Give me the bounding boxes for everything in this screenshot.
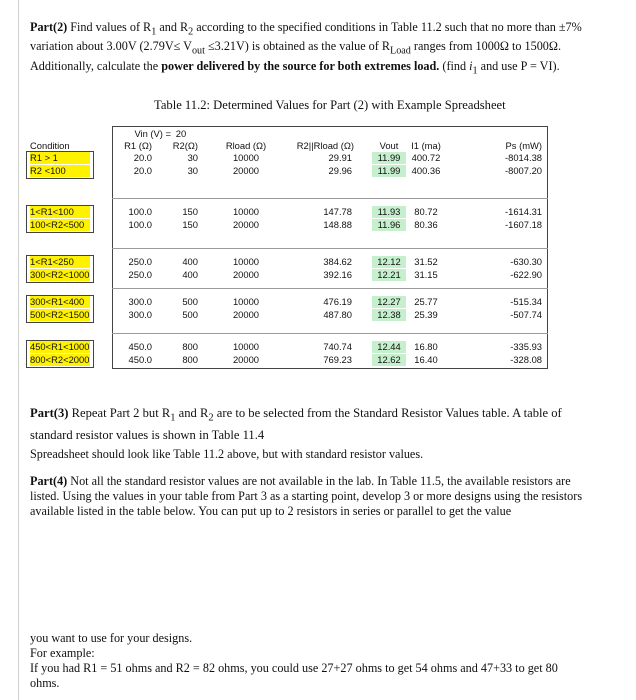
header-cell: Rload (Ω) [225, 140, 267, 151]
i1-cell: 25.77 [414, 296, 438, 307]
table-title: Table 11.2: Determined Values for Part (2) with Example Spreadsheet [154, 98, 506, 112]
header-cell: Vout [379, 140, 399, 151]
header-cell: R2||Rload (Ω) [296, 140, 354, 151]
condition-cell: R2 <100 [30, 165, 90, 177]
condition-cell: 450<R1<1000 [30, 341, 90, 352]
vout-cell: 11.99 [372, 165, 406, 177]
ps-cell: -328.08 [510, 354, 542, 365]
continuation-paragraph [30, 631, 590, 691]
par-cell: 487.80 [323, 309, 352, 320]
i1-cell: 80.72 [414, 206, 438, 217]
ps-cell: -630.30 [510, 256, 542, 267]
r1-cell: 100.0 [128, 206, 152, 217]
i1-cell: 16.40 [414, 354, 438, 365]
part2-paragraph: Part(2) Find values of $R_1$ and $R_2$ according to the specified conditions in Table 11.2 such that no more than ±7% variation about 3.00V $(2.79V\le V_{out} \le 3.21V)$ is obtained as the value of $R_{Load}$ ranges from 1000Ω to 1500Ω. Additionally, calculate the power delivered by the source for both extremes load. (find $i_1$ and use P = VI). [30, 20, 582, 77]
header-cell: Ps (mW) [505, 140, 542, 151]
condition-cell: 500<R2<1500 [30, 309, 90, 320]
rload-cell: 20000 [232, 354, 260, 365]
r2-cell: 150 [182, 206, 198, 217]
condition-cell: 300<R2<1000 [30, 269, 90, 280]
r1-cell: 250.0 [128, 256, 152, 267]
r2-cell: 150 [182, 219, 198, 230]
par-cell: 148.88 [323, 219, 352, 230]
condition-cell: 100<R2<500 [30, 219, 90, 231]
i1-cell: 400.36 [411, 165, 441, 176]
vout-cell: 12.27 [372, 296, 406, 308]
group-divider [112, 333, 548, 334]
r1-cell: 450.0 [128, 354, 152, 365]
rload-cell: 10000 [232, 152, 260, 163]
i1-cell: 16.80 [414, 341, 438, 352]
group-divider [112, 198, 548, 199]
i1-cell: 31.15 [414, 269, 438, 280]
r2-cell: 800 [182, 341, 198, 352]
vout-cell: 12.38 [372, 309, 406, 321]
par-cell: 384.62 [323, 256, 352, 267]
spreadsheet-note: Spreadsheet should look like Table 11.2 above, but with standard resistor values. [30, 447, 424, 461]
par-cell: 476.19 [323, 296, 352, 307]
r1-cell: 250.0 [128, 269, 152, 280]
par-cell: 769.23 [323, 354, 352, 365]
vout-cell: 12.21 [372, 269, 406, 281]
spreadsheet-table [26, 126, 548, 376]
par-cell: 29.96 [328, 165, 352, 176]
ps-cell: -1607.18 [504, 219, 542, 230]
r1-cell: 20.0 [133, 152, 152, 163]
rload-cell: 10000 [232, 296, 260, 307]
r2-cell: 400 [182, 269, 198, 280]
r2-cell: 500 [182, 309, 198, 320]
ps-cell: -515.34 [510, 296, 542, 307]
r1-cell: 450.0 [128, 341, 152, 352]
group-divider [112, 288, 548, 289]
i1-cell: 25.39 [414, 309, 438, 320]
vout-cell: 12.44 [372, 341, 406, 353]
rload-cell: 20000 [232, 165, 260, 176]
group-divider [112, 248, 548, 249]
r1-cell: 100.0 [128, 219, 152, 230]
rload-cell: 10000 [232, 256, 260, 267]
condition-cell: R1 > 1 [30, 152, 90, 164]
par-cell: 392.16 [323, 269, 352, 280]
vout-cell: 11.93 [372, 206, 406, 218]
vout-cell: 11.96 [372, 219, 406, 231]
r2-cell: 30 [187, 165, 198, 176]
ps-cell: -8007.20 [504, 165, 542, 176]
condition-cell: 800<R2<2000 [30, 354, 90, 365]
part2-label: Part(2) [30, 20, 68, 34]
rload-cell: 10000 [232, 341, 260, 352]
rload-cell: 10000 [232, 206, 260, 217]
i1-cell: 31.52 [414, 256, 438, 267]
part4-paragraph: Part(4) Not all the standard resistor values are not available in the lab. In Table 11.5, the available resistors are listed. Using the values in your table from Part 3 as a starting point, develop 3 or more designs using the resistors available listed in the table below. You can put up to 2 resistors in series or parallel to get the value [30, 474, 583, 518]
left-page-edge [18, 0, 19, 700]
condition-cell: 300<R1<400 [30, 296, 90, 308]
continuation-line-1: you want to use for your designs. [30, 631, 193, 645]
i1-cell: 80.36 [414, 219, 438, 230]
i1-cell: 400.72 [411, 152, 441, 163]
rload-cell: 20000 [232, 219, 260, 230]
vout-cell: 12.12 [372, 256, 406, 268]
r2-cell: 30 [187, 152, 198, 163]
par-cell: 29.91 [328, 152, 352, 163]
r1-cell: 300.0 [128, 309, 152, 320]
ps-cell: -622.90 [510, 269, 542, 280]
part4-label: Part(4) [30, 474, 68, 488]
r2-cell: 800 [182, 354, 198, 365]
vin-value: 20 [175, 128, 187, 139]
ps-cell: -1614.31 [504, 206, 542, 217]
vout-cell: 11.99 [372, 152, 406, 164]
r2-cell: 400 [182, 256, 198, 267]
par-cell: 147.78 [323, 206, 352, 217]
vin-label: Vin (V) = [134, 128, 171, 139]
r1-cell: 20.0 [133, 165, 152, 176]
header-cell: R1 (Ω) [124, 140, 152, 151]
part3-paragraph: Part(3) Repeat Part 2 but $R_1$ and $R_2$ are to be selected from the Standard Resistor Values table. A table of standard resistor values is shown in Table 11.4 [30, 406, 562, 442]
condition-cell: 1<R1<250 [30, 256, 90, 268]
continuation-line-2: For example: [30, 646, 95, 660]
ps-cell: -335.93 [510, 341, 542, 352]
header-cell: Condition [30, 140, 70, 151]
rload-cell: 20000 [232, 309, 260, 320]
vout-cell: 12.62 [372, 354, 406, 366]
continuation-line-3: If you had R1 = 51 ohms and R2 = 82 ohms, you could use 27+27 ohms to get 54 ohms and 47+33 to get 80 ohms. [30, 661, 558, 690]
r1-cell: 300.0 [128, 296, 152, 307]
ps-cell: -8014.38 [504, 152, 542, 163]
par-cell: 740.74 [323, 341, 352, 352]
condition-cell: 1<R1<100 [30, 206, 90, 218]
rload-cell: 20000 [232, 269, 260, 280]
r2-cell: 500 [182, 296, 198, 307]
ps-cell: -507.74 [510, 309, 542, 320]
header-cell: R2(Ω) [172, 140, 198, 151]
header-cell: I1 (ma) [411, 140, 441, 151]
part3-label: Part(3) [30, 406, 69, 420]
